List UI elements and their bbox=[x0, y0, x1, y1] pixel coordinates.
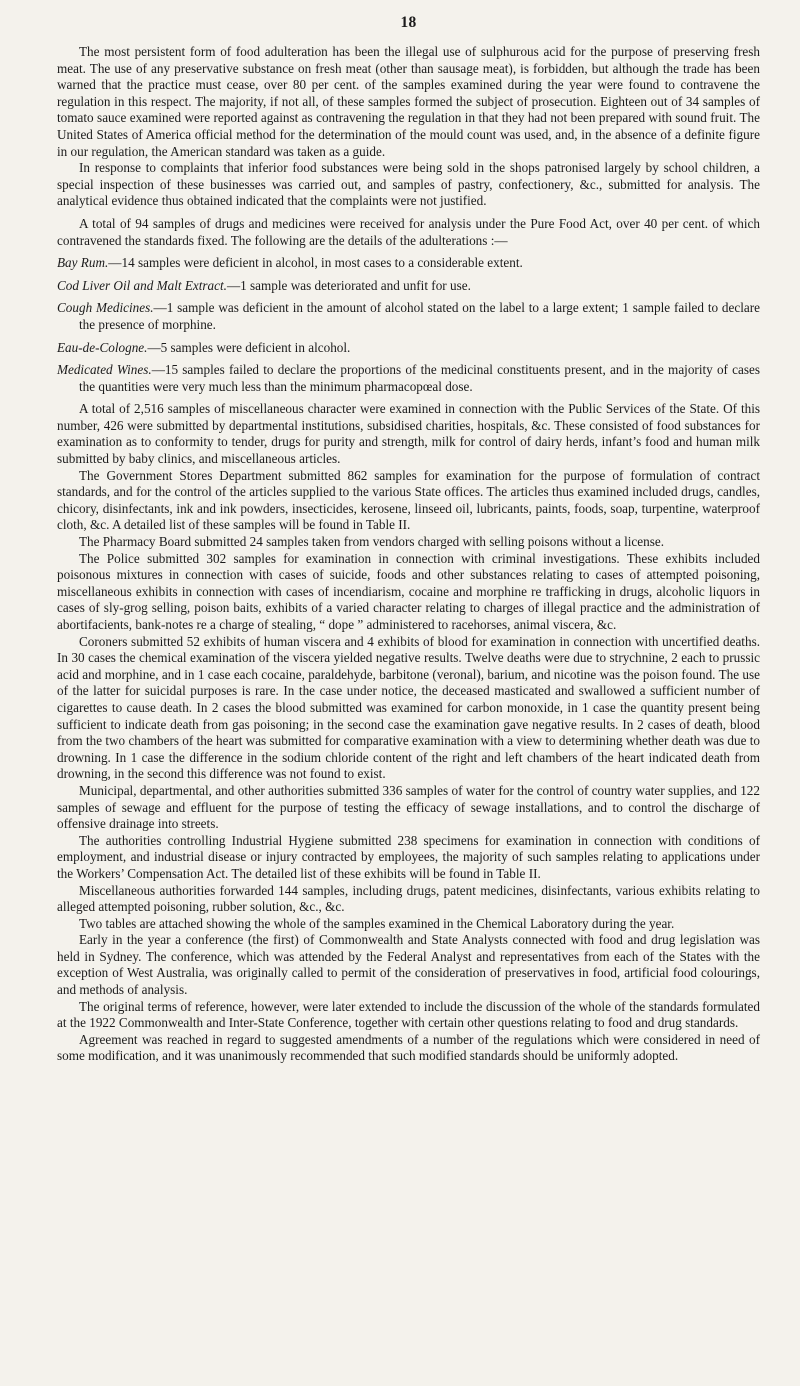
drug-item-medicated-wines bbox=[57, 362, 760, 395]
drug-item-text: —5 samples were deficient in alcohol. bbox=[147, 339, 351, 355]
drug-item-bay-rum bbox=[57, 255, 760, 272]
drug-item-text: —1 sample was deficient in the amount of alcohol stated on the label to a large extent; 1 sample failed to declare the presence of morphine. bbox=[79, 300, 760, 332]
drug-item-term: Bay Rum. bbox=[57, 255, 109, 271]
paragraph-drugs-total: A total of 94 samples of drugs and medicines were received for analysis under the Pure Food Act, over 40 per cent. of which contravened the standards fixed. The following are the details of the adulterations :— bbox=[57, 215, 760, 248]
paragraph-industrial-hygiene: The authorities controlling Industrial Hygiene submitted 238 specimens for examination in connection with conditions of employment, and industrial disease or injury contracted by employees, the majority of such samples relating to applications under the Workers’ Compensation Act. The detailed list of these exhibits will be found in Table II. bbox=[57, 832, 760, 881]
paragraph-conference: Early in the year a conference (the first) of Commonwealth and State Analysts connected with food and drug legislation was held in Sydney. The conference, which was attended by the Federal Analyst and representatives from each of the States with the exception of West Australia, was originally called to permit of the consideration of preservatives in food, artificial food colourings, and methods of analysis. bbox=[57, 932, 760, 998]
drug-item-cod-liver-oil bbox=[57, 278, 760, 295]
drug-item-term: Cough Medicines. bbox=[57, 300, 154, 316]
drug-item-term: Cod Liver Oil and Malt Extract. bbox=[57, 277, 227, 293]
paragraph-school-shops: In response to complaints that inferior food substances were being sold in the shops patronised largely by school children, a special inspection of these businesses was carried out, and samples of pastry, confectionery, &c., submitted for analysis. The analytical evidence thus obtained indicated that the complaints were not justified. bbox=[57, 160, 760, 209]
drug-item-term: Eau-de-Cologne. bbox=[57, 339, 148, 355]
paragraph-municipal: Municipal, departmental, and other authorities submitted 336 samples of water for the control of country water supplies, and 122 samples of sewage and effluent for the purpose of testing the efficacy of sewage installations, and to control the discharge of offensive drainage into streets. bbox=[57, 782, 760, 832]
paragraph-pharmacy-board: The Pharmacy Board submitted 24 samples taken from vendors charged with selling poisons without a license. bbox=[79, 534, 665, 550]
drug-item-term: Medicated Wines. bbox=[57, 362, 152, 378]
paragraph-meat-preservatives: The most persistent form of food adulteration has been the illegal use of sulphurous acid for the purpose of preserving fresh meat. The use of any preservative substance on fresh meat (other than sausage meat), is forbidden, but although the trade has been warned that the practice must cease, over 80 per cent. of the samples examined during the year were found to contravene the regulation in this respect. The majority, if not all, of these samples formed the subject of prosecution. Eighteen out of 34 samples of tomato sauce examined were reported against as contravening the regulation in that they had not been prepared with sound fruit. The United States of America official method for the determination of the mould count was used, and, in the absence of a definite figure in our regulation, the American standard was taken as a guide. bbox=[57, 44, 760, 159]
page-number: 18 bbox=[400, 14, 417, 31]
paragraph-tables: Two tables are attached showing the whole of the samples examined in the Chemical Laboratory during the year. bbox=[79, 915, 675, 931]
paragraph-police: The Police submitted 302 samples for examination in connection with criminal investigations. These exhibits included poisonous mixtures in connection with cases of suicide, foods and other substances relating to cases of attempted poisoning, miscellaneous exhibits in connection with cases of incendiarism, cocaine and morphine re trafficking in drugs, alcoholic liquors in cases of sly-grog selling, poison baits, exhibits of a varied character relating to charges of illegal practice and the administration of abortifacients, bank-notes re a charge of stealing, “ dope ” administered to racehorses, animal viscera, &c. bbox=[57, 550, 760, 632]
paragraph-miscellaneous: Miscellaneous authorities forwarded 144 samples, including drugs, patent medicines, disinfectants, various exhibits relating to alleged attempted poisoning, rubber solution, &c., &c. bbox=[57, 882, 760, 915]
paragraph-coroners: Coroners submitted 52 exhibits of human viscera and 4 exhibits of blood for examination in connection with uncertified deaths. In 30 cases the chemical examination of the viscera yielded negative results. Twelve deaths were due to strychnine, 2 each to prussic acid and morphine, and in 1 case each cocaine, paraldehyde, barbitone (veronal), barium, and nicotine was the poison found. The use of the latter for suicidal purposes is rare. In the case under notice, the deceased masticated and swallowed a sufficient number of cigarettes to cause death. In 2 cases the blood submitted was examined for carbon monoxide, in 1 case the quantity present being sufficient to indicate death from gas poisoning; in the second case the examination gave negative results. In 2 cases of death, blood from the two chambers of the heart was submitted for comparative examination with a view to determining whether death was due to drowning. In 1 case the difference in the sodium chloride content of the right and left chambers of the heart indicated death from drowning, in the second this difference was not found to exist. bbox=[57, 633, 760, 782]
drug-item-text: —1 sample was deteriorated and unfit for use. bbox=[226, 277, 471, 293]
paragraph-public-services: A total of 2,516 samples of miscellaneous character were examined in connection with the Public Services of the State. Of this number, 426 were submitted by departmental institutions, subsidised charities, hospitals, &c. These consisted of food substances for examination as to conformity to tender, drugs for purity and strength, milk for control of dairy herds, infant’s food and human milk submitted by baby clinics, and miscellaneous articles. bbox=[57, 401, 760, 467]
drug-item-eau-de-cologne bbox=[57, 340, 760, 357]
drug-item-text: —15 samples failed to declare the proportions of the medicinal constituents present, and in the majority of cases the quantities were very much less than the minimum pharmacopœal dose. bbox=[79, 362, 760, 394]
paragraph-terms-of-reference: The original terms of reference, however, were later extended to include the discussion of the whole of the standards formulated at the 1922 Commonwealth and Inter-State Conference, together with certain other questions relating to food and drug standards. bbox=[57, 998, 760, 1031]
drug-item-text: —14 samples were deficient in alcohol, in most cases to a considerable extent. bbox=[108, 255, 523, 271]
document-body bbox=[57, 44, 760, 1065]
paragraph-government-stores: The Government Stores Department submitted 862 samples for examination for the purpose of formulation of contract standards, and for the control of the articles supplied to the various State offices. The articles thus examined included drugs, candles, chicory, disinfectants, ink and ink powders, insecticides, kerosene, linseed oil, lubricants, paints, foods, soap, turpentine, waterproof cloth, &c. A detailed list of these samples will be found in Table II. bbox=[57, 467, 760, 533]
paragraph-agreement: Agreement was reached in regard to suggested amendments of a number of the regulations which were considered in need of some modification, and it was unanimously recommended that such modified standards should be uniformly adopted. bbox=[57, 1031, 760, 1064]
drug-item-cough-medicines bbox=[57, 300, 760, 333]
